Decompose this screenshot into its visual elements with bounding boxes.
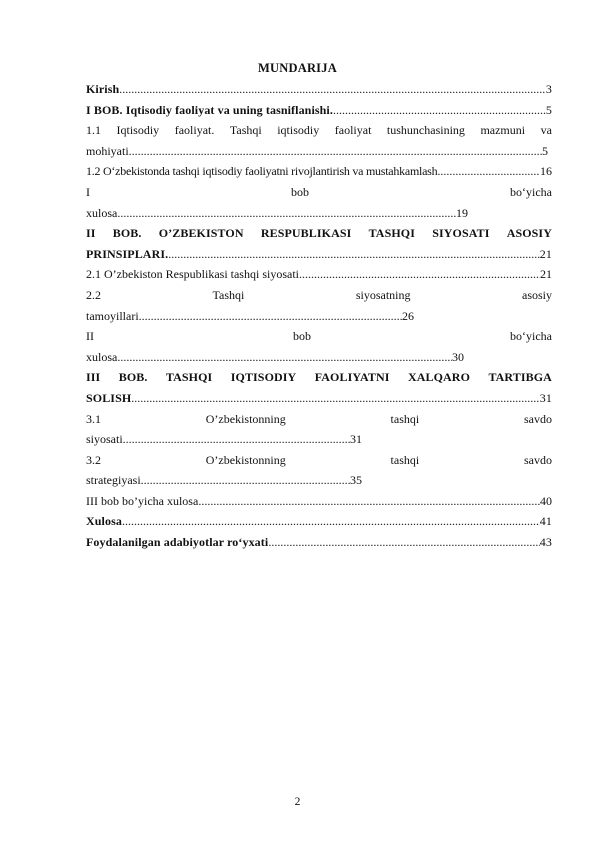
toc-word: TASHQI xyxy=(165,370,213,385)
toc-word: savdo xyxy=(523,452,552,467)
toc-entry-title: 2.1 O’zbekiston Respublikasi tashqi siyosati xyxy=(86,267,299,282)
dot-leader xyxy=(333,103,546,117)
toc-page-number: 26 xyxy=(402,308,414,323)
toc-entry-s32-line2[interactable] xyxy=(86,473,362,494)
toc-word: XALQARO xyxy=(407,370,471,385)
toc-word: III xyxy=(86,370,101,385)
toc-word: II xyxy=(86,226,96,241)
dot-leader xyxy=(198,494,540,508)
toc-entry-title: 1.2 O‘zbekistonda tashqi iqtisodiy faoliyatni rivojlantirish va mustahkamlash xyxy=(86,164,438,179)
dot-leader xyxy=(299,267,540,281)
toc-word: TARTIBGA xyxy=(488,370,552,385)
toc-entry-bob1[interactable] xyxy=(86,103,552,124)
toc-entry-s22-line1[interactable] xyxy=(86,288,552,309)
toc-word: TASHQI xyxy=(368,226,415,241)
toc-word: O’zbekistonning xyxy=(205,452,286,467)
toc-page-number: 21 xyxy=(539,246,552,261)
toc-word: 3.2 xyxy=(86,452,101,467)
toc-word: IQTISODIY xyxy=(230,370,297,385)
toc-entry-references[interactable] xyxy=(86,535,552,556)
toc-page-number: 30 xyxy=(452,349,464,364)
toc-page-number: 3 xyxy=(545,82,552,96)
dot-leader xyxy=(131,391,540,405)
toc-entry-title: Foydalanilgan adabiyotlar ro‘yxati xyxy=(86,535,269,550)
toc-word: SIYOSATI xyxy=(432,226,490,241)
dot-leader xyxy=(119,82,546,96)
toc-page-number: 5 xyxy=(542,143,548,158)
toc-word: bob xyxy=(293,329,311,344)
toc-word: 1.1 xyxy=(86,123,101,138)
toc-entry-s21[interactable] xyxy=(86,267,552,288)
toc-page-number: 43 xyxy=(539,535,552,550)
toc-word: tashqi xyxy=(390,452,420,467)
toc-entry-s12[interactable] xyxy=(86,164,552,185)
toc-entry-kirish[interactable] xyxy=(86,82,552,103)
toc-word: Tashqi xyxy=(212,287,245,302)
dot-leader xyxy=(117,206,456,220)
toc-word: BOB. xyxy=(118,370,148,385)
toc-page-number: 21 xyxy=(540,267,552,282)
toc-page-number: 19 xyxy=(456,205,468,220)
toc-entry-bob2-line2[interactable] xyxy=(86,247,552,268)
dot-leader xyxy=(268,535,539,549)
toc-word: I xyxy=(86,184,90,199)
dot-leader xyxy=(117,350,452,364)
toc-entry-title: xulosa xyxy=(86,349,118,364)
toc-entry-s11-line1[interactable] xyxy=(86,123,552,144)
dot-leader xyxy=(129,144,542,158)
toc-entry-bob3-line1[interactable] xyxy=(86,370,552,391)
toc-word: bob xyxy=(291,184,309,199)
toc-entry-title: xulosa xyxy=(86,205,118,220)
toc-word: II xyxy=(86,329,94,344)
dot-leader xyxy=(123,432,350,446)
toc-entry-sum1-line2[interactable] xyxy=(86,206,468,227)
toc-word: RESPUBLIKASI xyxy=(260,226,352,241)
toc-entry-sum2-line1[interactable] xyxy=(86,329,552,350)
toc-word: FAOLIYATNI xyxy=(314,370,390,385)
toc-page-number: 16 xyxy=(540,164,552,179)
toc-page-number: 5 xyxy=(545,102,552,117)
toc-entry-sum3[interactable] xyxy=(86,494,552,515)
toc-word: tashqi xyxy=(390,411,420,426)
toc-page-number: 35 xyxy=(350,473,362,488)
toc-entry-xulosa[interactable] xyxy=(86,514,552,535)
toc-word: siyosatning xyxy=(355,287,411,302)
toc-entry-title: PRINSIPLARI. xyxy=(86,246,169,261)
toc-entry-s31-line1[interactable] xyxy=(86,412,552,433)
toc-word: va xyxy=(540,123,552,138)
toc-entry-bob2-line1[interactable] xyxy=(86,226,552,247)
page-number: 2 xyxy=(294,796,301,808)
toc-word: faoliyat. xyxy=(174,123,215,138)
toc-entry-title: III bob bo’yicha xulosa xyxy=(86,493,199,508)
toc-page-number: 41 xyxy=(539,514,552,529)
toc-word: bo‘yicha xyxy=(510,329,552,344)
toc-word: BOB. xyxy=(112,226,142,241)
toc-entry-title: tamoyillari xyxy=(86,308,139,323)
toc-word: mazmuni xyxy=(480,123,526,138)
table-of-contents xyxy=(86,82,552,556)
dot-leader xyxy=(437,164,540,178)
toc-entry-title: siyosati xyxy=(86,432,123,447)
toc-entry-title: Kirish xyxy=(86,82,120,96)
toc-entry-title: SOLISH xyxy=(86,390,132,405)
toc-entry-bob3-line2[interactable] xyxy=(86,391,552,412)
toc-entry-sum2-line2[interactable] xyxy=(86,350,464,371)
toc-word: bo‘yicha xyxy=(510,184,552,199)
toc-entry-title: Xulosa xyxy=(86,514,122,529)
toc-entry-title: mohiyati xyxy=(86,143,129,158)
toc-word: Iqtisodiy xyxy=(116,123,160,138)
toc-entry-s22-line2[interactable] xyxy=(86,309,414,330)
toc-word: tushunchasining xyxy=(386,123,465,138)
toc-entry-title: I BOB. Iqtisodiy faoliyat va uning tasniflanishi. xyxy=(86,102,333,117)
toc-entry-s32-line1[interactable] xyxy=(86,453,552,474)
toc-word: ASOSIY xyxy=(506,226,552,241)
toc-word: savdo xyxy=(523,411,552,426)
toc-word: 3.1 xyxy=(86,411,101,426)
toc-entry-sum1-line1[interactable] xyxy=(86,185,552,206)
toc-word: O’zbekistonning xyxy=(205,411,286,426)
dot-leader xyxy=(141,473,350,487)
toc-page-number: 40 xyxy=(540,493,552,508)
toc-entry-s31-line2[interactable] xyxy=(86,432,362,453)
toc-page-number: 31 xyxy=(539,390,552,405)
toc-word: 2.2 xyxy=(86,287,101,302)
dot-leader xyxy=(122,514,540,528)
toc-entry-title: strategiyasi xyxy=(86,473,141,488)
toc-word: faoliyat xyxy=(334,123,372,138)
toc-entry-s11-line2[interactable] xyxy=(86,144,548,165)
toc-word: Tashqi xyxy=(229,123,262,138)
toc-word: asosiy xyxy=(522,287,552,302)
page-title: MUNDARIJA xyxy=(258,61,337,75)
toc-page-number: 31 xyxy=(350,432,362,447)
toc-word: iqtisodiy xyxy=(277,123,320,138)
toc-word: O’ZBEKISTON xyxy=(158,226,244,241)
dot-leader xyxy=(139,309,402,323)
dot-leader xyxy=(168,247,540,261)
